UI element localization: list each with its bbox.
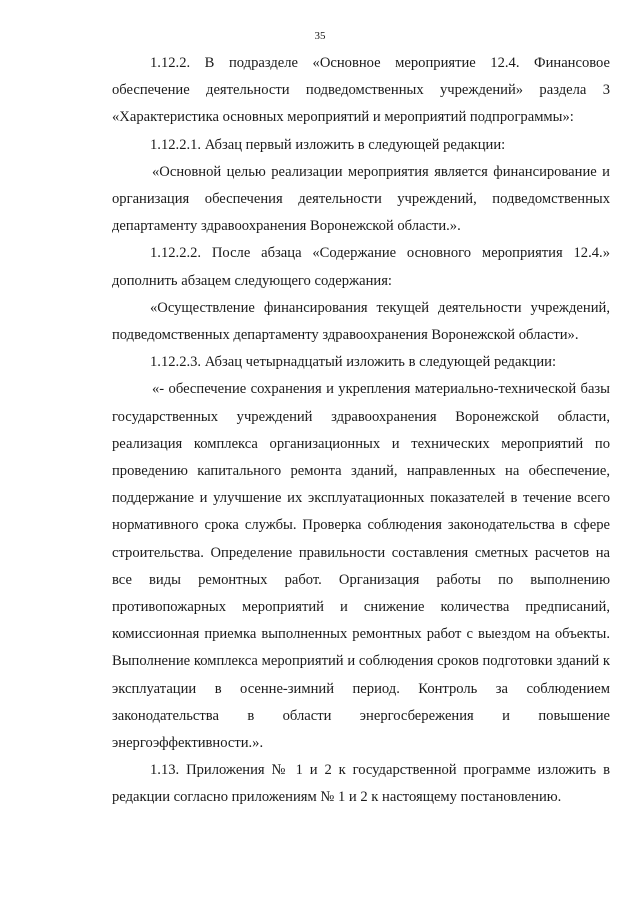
paragraph-1-13: 1.13. Приложения № 1 и 2 к государственной программе изложить в редакции согласно приложениям № 1 и 2 к настоящему постановлению.: [112, 762, 610, 806]
document-body: [112, 50, 610, 812]
paragraph-1-12-2: 1.12.2. В подразделе «Основное мероприятие 12.4. Финансовое обеспечение деятельности подведомственных учреждений» раздела 3 «Характеристика основных мероприятий и мероприятий подпрограммы»:: [112, 55, 610, 126]
paragraph-1-12-2-1: 1.12.2.1. Абзац первый изложить в следующей редакции:: [150, 136, 506, 153]
paragraph-1-12-2-3: 1.12.2.3. Абзац четырнадцатый изложить в следующей редакции:: [150, 354, 557, 371]
paragraph-quoted-financing: «Осуществление финансирования текущей деятельности учреждений, подведомственных департаменту здравоохранения Воронежской области».: [112, 299, 610, 344]
paragraph-quoted-main-goal: «Основной целью реализации мероприятия является финансирование и организация обеспечения деятельности учреждений, подведомственных департаменту здравоохранения Воронежской области.».: [112, 163, 610, 235]
page-number: 35: [314, 30, 326, 42]
paragraph-quoted-material-base: «- обеспечение сохранения и укрепления материально-технической базы государственных учреждений здравоохранения Воронежской области, реализация комплекса организационных и технических мероприятий по проведению капитального ремонта зданий, направленных на обеспечение, поддержание и улучшение их эксплуатационных показателей в течение всего нормативного срока службы. Проверка соблюдения законодательства в сфере строительства. Определение правильности составления сметных расчетов на все виды ремонтных работ. Организация работы по выполнению противопожарных мероприятий и снижение количества предписаний, комиссионная приемка выполненных ремонтных работ с выездом на объекты. Выполнение комплекса мероприятий и соблюдения сроков подготовки зданий к эксплуатации в осенне-зимний период. Контроль за соблюдением законодательства в области энергосбережения и повышение энергоэффективности.».: [112, 381, 610, 752]
paragraph-1-12-2-2: 1.12.2.2. После абзаца «Содержание основного мероприятия 12.4.» дополнить абзацем следующего содержания:: [112, 245, 610, 289]
